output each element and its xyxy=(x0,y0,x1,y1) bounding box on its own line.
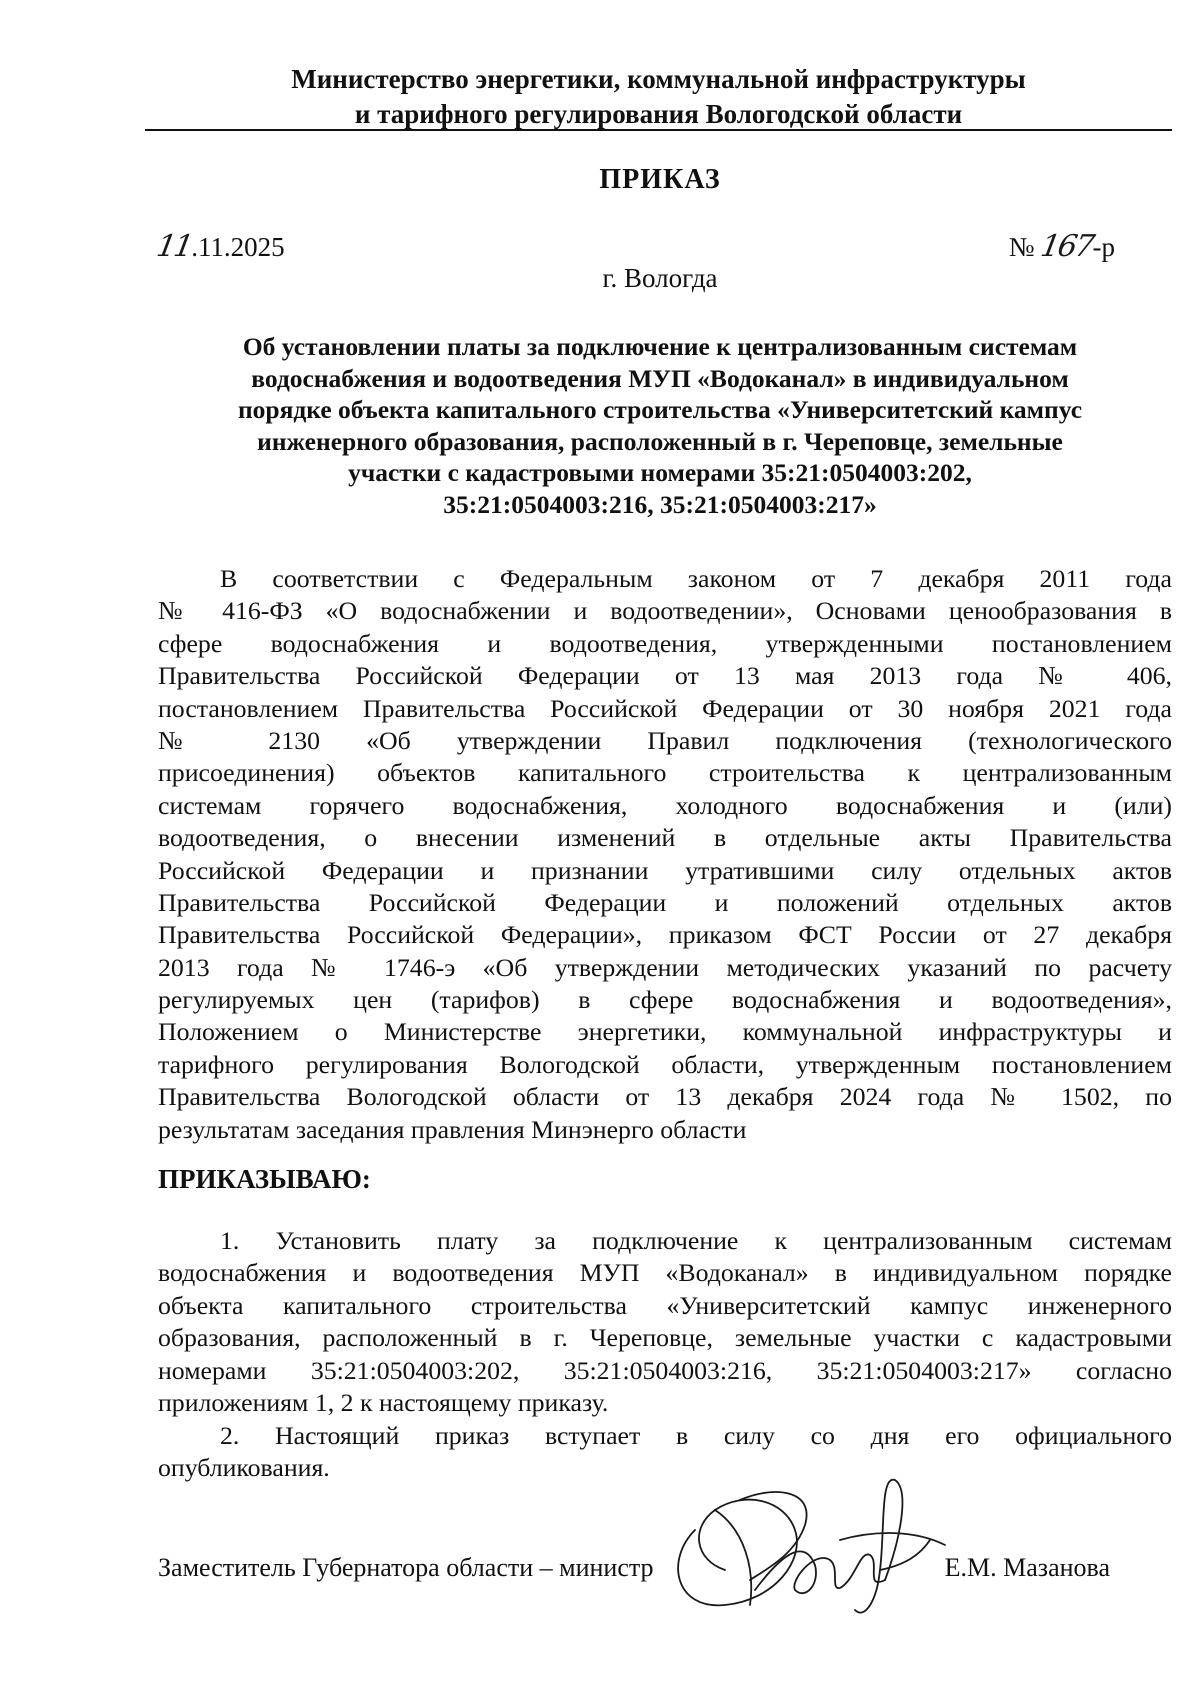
order-date xyxy=(153,229,285,264)
item-2-line: 2. Настоящий приказ вступает в силу со дня его официального xyxy=(220,1421,1172,1450)
ministry-header xyxy=(145,62,1172,132)
order-number xyxy=(1009,229,1115,264)
number-suffix: -р xyxy=(1092,232,1115,262)
preamble-line: № 416-ФЗ «О водоснабжении и водоотведении», Основами ценообразования в xyxy=(158,596,1172,626)
item-1-line: объекта капитального строительства «Университетский кампус инженерного xyxy=(158,1290,1172,1320)
title-line: Об установлении платы за подключение к централизованным системам xyxy=(242,332,1078,361)
preamble-line: № 2130 «Об утверждении Правил подключения (технологического xyxy=(158,725,1172,755)
number-prefix: № xyxy=(1008,232,1042,262)
preamble-line: постановлением Правительства Российской Федерации от 30 ноября 2021 года xyxy=(158,693,1172,723)
header-divider xyxy=(145,129,1172,131)
preamble-line: водоотведения, о внесении изменений в отдельные акты Правительства xyxy=(158,823,1172,853)
preamble-line: присоединения) объектов капитального строительства к централизованным xyxy=(158,758,1172,788)
preamble-line: сфере водоснабжения и водоотведения, утвержденными постановлением xyxy=(158,628,1172,658)
preamble-line: Правительства Вологодской области от 13 декабря 2024 года № 1502, по xyxy=(158,1082,1172,1112)
date-rest: .11.2025 xyxy=(191,232,285,262)
order-title xyxy=(145,331,1175,520)
order-item-1 xyxy=(158,1225,1172,1419)
item-1-line: приложениям 1, 2 к настоящему приказу. xyxy=(158,1387,609,1417)
title-line: водоснабжения и водоотведения МУП «Водоканал» в индивидуальном xyxy=(251,363,1069,393)
preamble-line: В соответствии с Федеральным законом от 7 декабря 2011 года xyxy=(220,564,1172,593)
preamble-line: тарифного регулирования Вологодской области, утвержденным постановлением xyxy=(158,1049,1172,1079)
preamble-line: регулируемых цен (тарифов) в сфере водоснабжения и водоотведения», xyxy=(158,985,1172,1015)
item-1-line: номерами 35:21:0504003:202, 35:21:0504003:216, 35:21:0504003:217» согласно xyxy=(158,1355,1172,1385)
item-1-line: водоснабжения и водоотведения МУП «Водоканал» в индивидуальном порядке xyxy=(158,1258,1172,1288)
signatory-name: Е.М. Мазанова xyxy=(944,1553,1110,1582)
title-line: 35:21:0504003:216, 35:21:0504003:217» xyxy=(443,489,877,519)
preamble-line: 2013 года № 1746-э «Об утверждении методических указаний по расчету xyxy=(158,952,1172,982)
preamble-line: Положением о Министерстве энергетики, коммунальной инфраструктуры и xyxy=(158,1017,1172,1047)
preamble xyxy=(158,563,1172,1146)
handwritten-day: 11 xyxy=(153,229,195,264)
item-2-line: опубликования. xyxy=(158,1453,330,1483)
ministry-name-line-1: Министерство энергетики, коммунальной инфраструктуры xyxy=(291,64,1026,94)
preamble-line: результатам заседания правления Минэнерго области xyxy=(158,1114,747,1144)
preamble-line: Правительства Российской Федерации», приказом ФСТ России от 27 декабря xyxy=(158,920,1172,950)
title-line: участки с кадастровыми номерами 35:21:0504003:202, xyxy=(348,458,972,487)
order-directive: ПРИКАЗЫВАЮ: xyxy=(158,1164,371,1194)
document-type: ПРИКАЗ xyxy=(599,164,721,195)
handwritten-number: 167 xyxy=(1038,229,1096,264)
item-1-line: 1. Установить плату за подключение к централизованным системам xyxy=(220,1226,1172,1255)
preamble-line: Правительства Российской Федерации и положений отдельных актов xyxy=(158,887,1172,917)
city: г. Вологда xyxy=(602,263,718,293)
signatory-position: Заместитель Губернатора области – министр xyxy=(158,1553,654,1582)
ministry-name-line-2: и тарифного регулирования Вологодской области xyxy=(354,99,963,129)
preamble-line: Правительства Российской Федерации от 13 мая 2013 года № 406, xyxy=(158,661,1172,691)
item-1-line: образования, расположенный в г. Череповце, земельные участки с кадастровыми xyxy=(158,1323,1172,1353)
handwritten-signature-icon xyxy=(655,1470,975,1620)
title-line: порядке объекта капитального строительства «Университетский кампус xyxy=(237,395,1083,424)
preamble-line: системам горячего водоснабжения, холодного водоснабжения и (или) xyxy=(158,790,1172,820)
preamble-line: Российской Федерации и признании утратившими силу отдельных актов xyxy=(158,855,1172,885)
title-line: инженерного образования, расположенный в г. Череповце, земельные xyxy=(257,426,1063,456)
